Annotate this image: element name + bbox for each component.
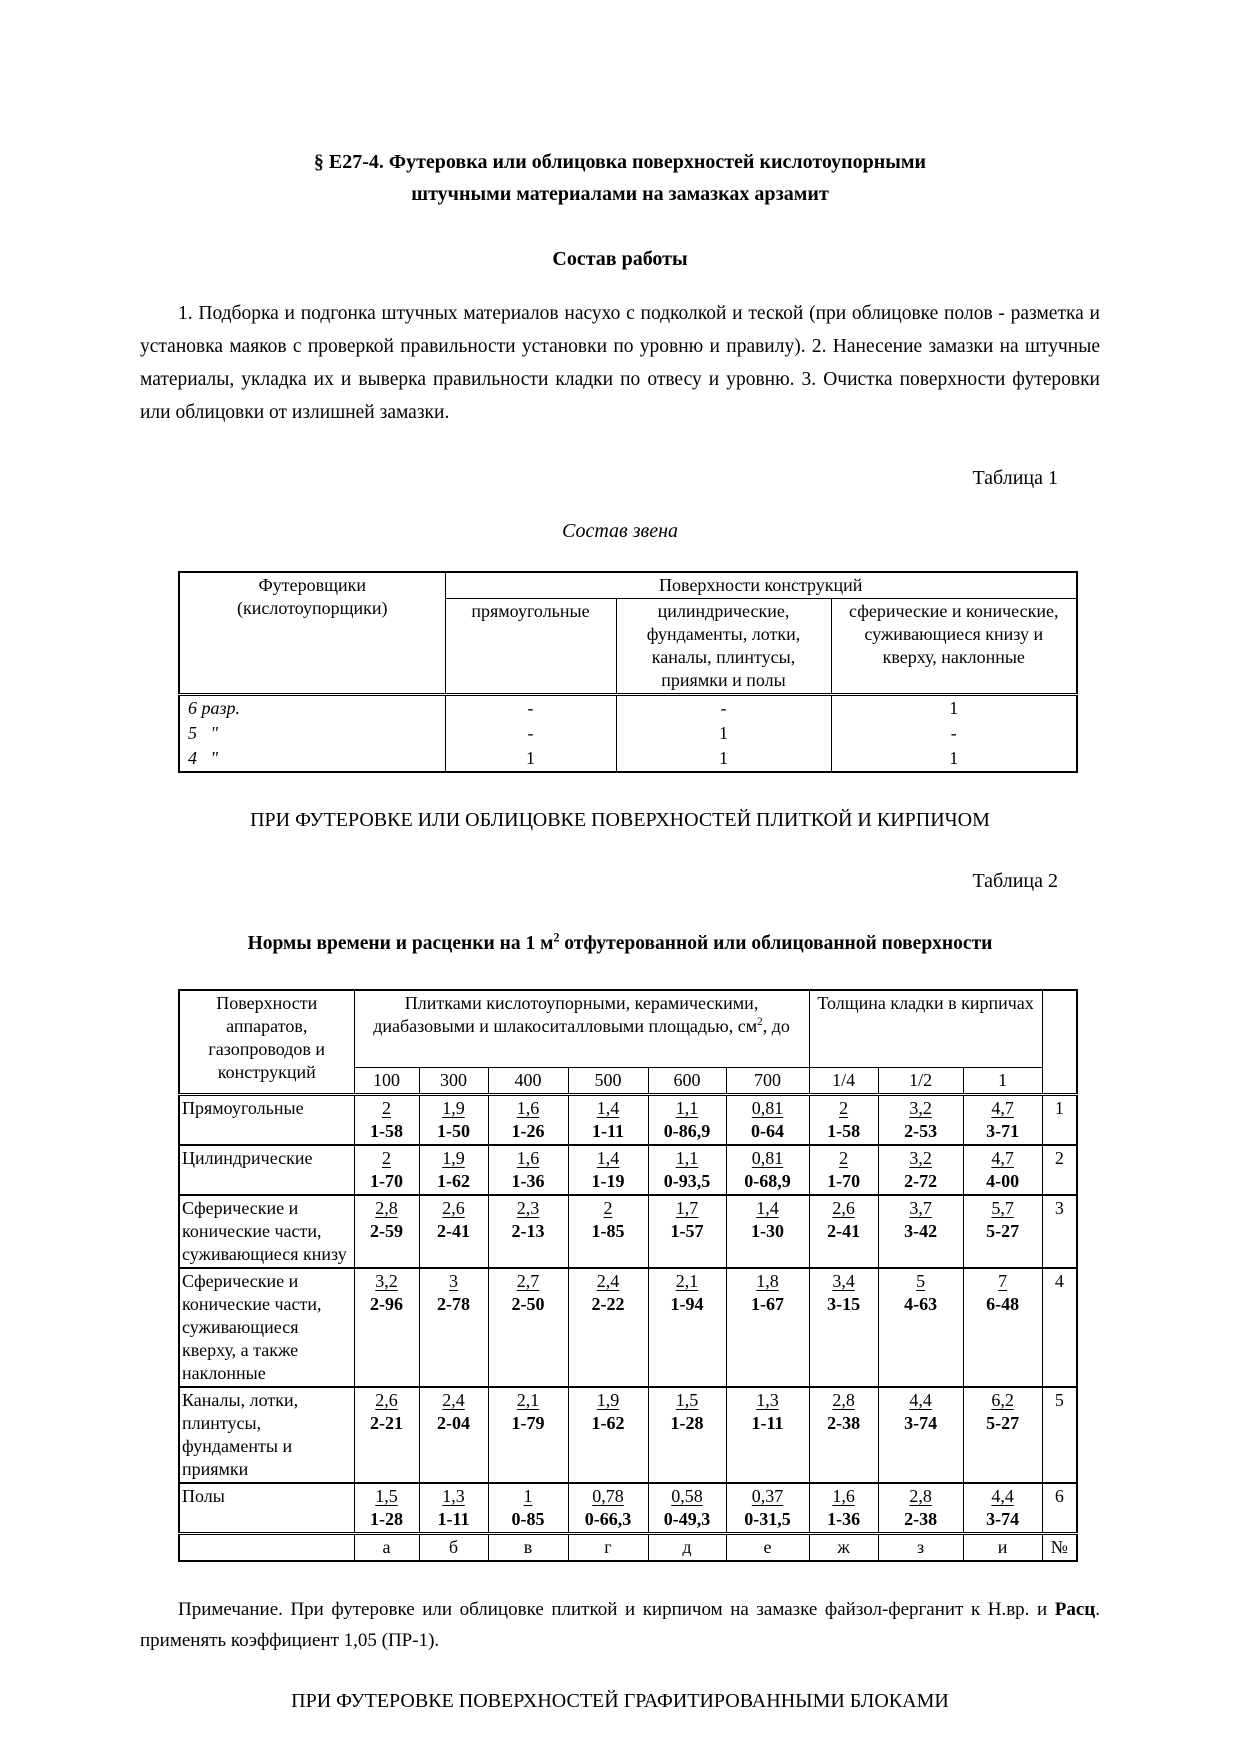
time-norm-value: 1,6 [516, 1147, 540, 1168]
rate-value: 1-50 [437, 1120, 470, 1141]
table2-brick-thickness-header: Толщина кладки в кирпичах [809, 990, 1042, 1067]
note-text-after: . применять коэффициент 1,05 (ПР-1). [140, 1599, 1100, 1651]
rate-value: 1-11 [751, 1412, 784, 1433]
norm-rate-cell [963, 1195, 1042, 1268]
worker-grade-label: 4 " [179, 746, 445, 772]
time-norm-value: 3,2 [375, 1270, 398, 1291]
norm-rate-cell [568, 1145, 648, 1195]
number-sign-cell: № [1042, 1533, 1077, 1561]
time-norm-value: 5 [916, 1270, 926, 1291]
table1-subheader-rectangular: прямоугольные [445, 599, 616, 695]
rate-value: 1-26 [511, 1120, 545, 1141]
rate-value: 2-59 [370, 1220, 403, 1241]
rate-value: 1-57 [670, 1220, 704, 1241]
rate-value: 2-41 [827, 1220, 861, 1241]
norm-rate-cell [963, 1387, 1042, 1483]
norm-rate-cell [354, 1387, 419, 1483]
time-norm-value: 3,2 [909, 1147, 932, 1168]
table1-row-grade4 [179, 746, 1077, 772]
table2-norms-rates [178, 989, 1078, 1562]
column-letter: е [726, 1533, 809, 1561]
norm-rate-cell [809, 1195, 878, 1268]
norm-rate-cell [419, 1195, 488, 1268]
norm-rate-cell [354, 1483, 419, 1534]
norm-rate-cell [726, 1094, 809, 1145]
norm-rate-cell [963, 1483, 1042, 1534]
worker-grade-label: 6 разр. [179, 695, 445, 722]
surface-type-label: Полы [179, 1483, 354, 1534]
column-letter: б [419, 1533, 488, 1561]
crew-count-cell: 1 [616, 746, 831, 772]
table2-tiles-header-suffix: , до [762, 1016, 790, 1036]
table1-workers-header-line1: Футеровщики [258, 575, 366, 595]
time-norm-value: 2 [382, 1147, 391, 1168]
time-norm-value: 0,81 [751, 1097, 784, 1118]
table2-data-row [179, 1195, 1077, 1268]
norm-rate-cell [419, 1483, 488, 1534]
time-norm-value: 3,2 [909, 1097, 932, 1118]
norm-rate-cell [354, 1094, 419, 1145]
norm-rate-cell [648, 1195, 726, 1268]
norm-rate-cell [488, 1195, 568, 1268]
rate-value: 3-71 [986, 1120, 1020, 1141]
rate-value: 1-30 [751, 1220, 785, 1241]
norm-rate-cell [726, 1145, 809, 1195]
table1-title: Состав звена [561, 520, 678, 542]
surface-type-label: Прямоугольные [179, 1094, 354, 1145]
rate-value: 1-94 [670, 1293, 704, 1314]
time-norm-value: 1,4 [596, 1147, 620, 1168]
letter-cell-empty [179, 1533, 354, 1561]
norm-rate-cell [878, 1145, 963, 1195]
rate-value: 3-15 [827, 1293, 861, 1314]
table2-surfaces-header: Поверхности аппаратов, газопроводов и конструкций [179, 990, 354, 1094]
rate-value: 2-38 [827, 1412, 861, 1433]
section-graphite-blocks-heading: ПРИ ФУТЕРОВКЕ ПОВЕРХНОСТЕЙ ГРАФИТИРОВАННЫМИ БЛОКАМИ [291, 1690, 949, 1712]
rate-value: 2-21 [370, 1412, 403, 1433]
time-norm-value: 1,5 [375, 1485, 398, 1506]
rate-value: 3-74 [904, 1412, 938, 1433]
surface-type-label: Сферические и конические части, суживающиеся книзу [179, 1195, 354, 1268]
column-letter: ж [809, 1533, 878, 1561]
table1-header-row1 [179, 572, 1077, 599]
rate-value: 4-00 [986, 1170, 1020, 1191]
column-letter-row [179, 1533, 1077, 1561]
time-norm-value: 1,3 [442, 1485, 465, 1506]
row-number: 5 [1042, 1387, 1077, 1483]
rate-value: 0-66,3 [584, 1508, 632, 1529]
row-number: 1 [1042, 1094, 1077, 1145]
surface-type-label: Каналы, лотки, плинтусы, фундаменты и приямки [179, 1387, 354, 1483]
work-composition-paragraph: 1. Подборка и подгонка штучных материалов насухо с подколкой и теской (при облицовке полов - разметка и установка маяков с проверкой правильности установки по уровню и правилу). 2. Нанесение замазки на штучные материалы, укладка их и выверка правильности кладки по отвесу и уровню. 3. Очистка поверхности футеровки или облицовки от излишней замазки. [140, 303, 1100, 423]
time-norm-value: 7 [998, 1270, 1008, 1291]
table1-workers-header [179, 572, 445, 695]
row-number: 2 [1042, 1145, 1077, 1195]
table2-data-row [179, 1145, 1077, 1195]
area-column-header: 100 [354, 1067, 419, 1094]
norm-rate-cell [354, 1195, 419, 1268]
rate-value: 6-48 [986, 1293, 1020, 1314]
norm-rate-cell [419, 1094, 488, 1145]
time-norm-value: 2,1 [675, 1270, 699, 1291]
norm-rate-cell [568, 1387, 648, 1483]
crew-count-cell: 1 [616, 721, 831, 746]
norm-rate-cell [878, 1094, 963, 1145]
time-norm-value: 0,78 [592, 1485, 624, 1506]
document-title-line2: штучными материалами на замазках арзамит [411, 183, 829, 205]
norm-rate-cell [963, 1268, 1042, 1387]
rate-value: 0-86,9 [663, 1120, 711, 1141]
crew-count-cell: - [616, 695, 831, 722]
table2-tiles-header-text: Плитками кислотоупорными, керамическими, диабазовыми и шлакоситалловыми площадью, см [373, 993, 759, 1036]
time-norm-value: 6,2 [991, 1389, 1014, 1410]
norm-rate-cell [963, 1094, 1042, 1145]
table2-title [140, 930, 1100, 955]
time-norm-value: 4,7 [991, 1147, 1014, 1168]
crew-count-cell: - [445, 721, 616, 746]
table1-crew-composition [178, 571, 1078, 773]
time-norm-value: 4,4 [909, 1389, 932, 1410]
norm-rate-cell [488, 1387, 568, 1483]
area-column-header: 600 [648, 1067, 726, 1094]
norm-rate-cell [648, 1483, 726, 1534]
crew-count-cell: 1 [831, 746, 1077, 772]
rate-value: 1-67 [751, 1293, 785, 1314]
table1-head [179, 572, 1077, 695]
time-norm-value: 2,6 [442, 1197, 465, 1218]
table2-header-row1 [179, 990, 1077, 1067]
norm-rate-cell [726, 1195, 809, 1268]
time-norm-value: 2 [382, 1097, 391, 1118]
time-norm-value: 3,7 [909, 1197, 932, 1218]
column-letter: г [568, 1533, 648, 1561]
row-number: 4 [1042, 1268, 1077, 1387]
rate-value: 2-22 [591, 1293, 625, 1314]
time-norm-value: 1 [523, 1485, 533, 1506]
table2-letters [179, 1533, 1077, 1561]
rate-value: 0-49,3 [663, 1508, 711, 1529]
work-composition-heading: Состав работы [552, 248, 688, 270]
time-norm-value: 4,4 [991, 1485, 1014, 1506]
norm-rate-cell [488, 1483, 568, 1534]
norm-rate-cell [809, 1145, 878, 1195]
time-norm-value: 1,6 [832, 1485, 855, 1506]
norm-rate-cell [878, 1268, 963, 1387]
time-norm-value: 1,9 [442, 1097, 465, 1118]
norm-rate-cell [419, 1145, 488, 1195]
table1-caption: Таблица 1 [972, 467, 1058, 489]
brick-column-header: 1 [963, 1067, 1042, 1094]
time-norm-value: 2 [603, 1197, 613, 1218]
table1-surfaces-header: Поверхности конструкций [445, 572, 1077, 599]
time-norm-value: 2,8 [909, 1485, 932, 1506]
rate-value: 1-11 [591, 1120, 624, 1141]
norm-rate-cell [878, 1195, 963, 1268]
table1-subheader-spherical: сферические и конические, суживающиеся книзу и кверху, наклонные [831, 599, 1077, 695]
rate-value: 2-72 [904, 1170, 938, 1191]
time-norm-value: 1,3 [756, 1389, 779, 1410]
norm-rate-cell [354, 1268, 419, 1387]
rate-value: 1-79 [511, 1412, 545, 1433]
time-norm-value: 2,8 [832, 1389, 855, 1410]
table2-title-prefix: Нормы времени и расценки на 1 м [247, 933, 554, 954]
rate-value: 1-85 [591, 1220, 625, 1241]
time-norm-value: 0,58 [671, 1485, 703, 1506]
rate-value: 3-74 [986, 1508, 1020, 1529]
time-norm-value: 5,7 [991, 1197, 1014, 1218]
crew-count-cell: 1 [831, 695, 1077, 722]
rate-value: 0-85 [511, 1508, 545, 1529]
norm-rate-cell [726, 1387, 809, 1483]
norm-rate-cell [648, 1387, 726, 1483]
rate-value: 2-78 [437, 1293, 470, 1314]
time-norm-value: 2,7 [516, 1270, 540, 1291]
document-title [140, 146, 1100, 210]
area-column-header: 300 [419, 1067, 488, 1094]
surface-type-label: Сферические и конические части, суживающиеся кверху, а также наклонные [179, 1268, 354, 1387]
rate-value: 0-31,5 [744, 1508, 791, 1529]
norm-rate-cell [809, 1387, 878, 1483]
time-norm-value: 2 [839, 1147, 849, 1168]
time-norm-value: 2,6 [375, 1389, 398, 1410]
rate-value: 0-68,9 [744, 1170, 791, 1191]
rate-value: 1-11 [437, 1508, 470, 1529]
rate-value: 1-70 [370, 1170, 403, 1191]
time-norm-value: 1,8 [756, 1270, 779, 1291]
area-column-header: 400 [488, 1067, 568, 1094]
brick-column-header: 1/2 [878, 1067, 963, 1094]
table1-workers-header-line2: (кислотоупорщики) [236, 598, 388, 618]
document-page [140, 0, 1100, 1713]
time-norm-value: 2,3 [516, 1197, 540, 1218]
norm-rate-cell [726, 1483, 809, 1534]
norm-rate-cell [568, 1094, 648, 1145]
rate-value: 5-27 [986, 1412, 1020, 1433]
table2-head [179, 990, 1077, 1094]
rate-value: 4-63 [904, 1293, 938, 1314]
norm-rate-cell [809, 1094, 878, 1145]
rate-value: 0-64 [751, 1120, 785, 1141]
time-norm-value: 2 [839, 1097, 849, 1118]
rate-value: 1-19 [591, 1170, 625, 1191]
norm-rate-cell [419, 1268, 488, 1387]
rate-value: 1-58 [370, 1120, 403, 1141]
rate-value: 2-53 [904, 1120, 938, 1141]
rate-value: 2-50 [511, 1293, 545, 1314]
norm-rate-cell [878, 1387, 963, 1483]
time-norm-value: 1,1 [675, 1097, 699, 1118]
time-norm-value: 2,8 [375, 1197, 398, 1218]
table2-body [179, 1094, 1077, 1533]
rate-value: 1-62 [437, 1170, 470, 1191]
table2-title-superscript: 2 [553, 930, 560, 945]
area-column-header: 500 [568, 1067, 648, 1094]
column-letter: а [354, 1533, 419, 1561]
table2-caption: Таблица 2 [972, 870, 1058, 892]
time-norm-value: 3,4 [832, 1270, 855, 1291]
time-norm-value: 1,5 [675, 1389, 699, 1410]
time-norm-value: 1,9 [442, 1147, 465, 1168]
rate-value: 1-28 [670, 1412, 704, 1433]
norm-rate-cell [648, 1094, 726, 1145]
note-text-before: Примечание. При футеровке или облицовке плиткой и кирпичом на замазке файзол-ферганит к Н.вр. и [178, 1599, 1055, 1620]
column-letter: в [488, 1533, 568, 1561]
norm-rate-cell [648, 1145, 726, 1195]
time-norm-value: 0,81 [751, 1147, 784, 1168]
time-norm-value: 3 [449, 1270, 458, 1291]
table1-row-grade6 [179, 695, 1077, 722]
time-norm-value: 1,4 [756, 1197, 779, 1218]
time-norm-value: 1,7 [675, 1197, 699, 1218]
table2-title-suffix: отфутерованной или облицованной поверхности [559, 933, 993, 954]
time-norm-value: 0,37 [751, 1485, 784, 1506]
table2-tiles-header [354, 990, 809, 1067]
time-norm-value: 4,7 [991, 1097, 1014, 1118]
rate-value: 1-62 [591, 1412, 625, 1433]
time-norm-value: 2,1 [516, 1389, 540, 1410]
norm-rate-cell [568, 1483, 648, 1534]
section-tiles-bricks-heading: ПРИ ФУТЕРОВКЕ ИЛИ ОБЛИЦОВКЕ ПОВЕРХНОСТЕЙ ПЛИТКОЙ И КИРПИЧОМ [250, 809, 990, 831]
rate-value: 1-70 [827, 1170, 861, 1191]
rate-value: 1-58 [827, 1120, 861, 1141]
table2-data-row [179, 1387, 1077, 1483]
time-norm-value: 2,4 [442, 1389, 465, 1410]
time-norm-value: 2,6 [832, 1197, 855, 1218]
surface-type-label: Цилиндрические [179, 1145, 354, 1195]
row-number: 3 [1042, 1195, 1077, 1268]
worker-grade-label: 5 " [179, 721, 445, 746]
row-number: 6 [1042, 1483, 1077, 1534]
note-bold-word: Расц [1054, 1599, 1096, 1620]
rate-value: 3-42 [904, 1220, 938, 1241]
rate-value: 5-27 [986, 1220, 1020, 1241]
norm-rate-cell [354, 1145, 419, 1195]
rate-value: 1-36 [511, 1170, 545, 1191]
time-norm-value: 2,4 [596, 1270, 620, 1291]
rate-value: 1-28 [370, 1508, 403, 1529]
norm-rate-cell [488, 1145, 568, 1195]
time-norm-value: 1,4 [596, 1097, 620, 1118]
area-column-header: 700 [726, 1067, 809, 1094]
norm-rate-cell [488, 1268, 568, 1387]
norm-rate-cell [809, 1483, 878, 1534]
note-paragraph [140, 1594, 1100, 1656]
crew-count-cell: - [445, 695, 616, 722]
norm-rate-cell [878, 1483, 963, 1534]
time-norm-value: 1,1 [675, 1147, 699, 1168]
table2-data-row [179, 1268, 1077, 1387]
rate-value: 0-93,5 [663, 1170, 711, 1191]
rate-value: 1-36 [827, 1508, 861, 1529]
norm-rate-cell [568, 1268, 648, 1387]
brick-column-header: 1/4 [809, 1067, 878, 1094]
rate-value: 2-13 [511, 1220, 545, 1241]
table2-number-column-header [1042, 990, 1077, 1094]
table2-data-row [179, 1483, 1077, 1534]
norm-rate-cell [568, 1195, 648, 1268]
time-norm-value: 1,6 [516, 1097, 540, 1118]
norm-rate-cell [488, 1094, 568, 1145]
time-norm-value: 1,9 [596, 1389, 620, 1410]
table1-body [179, 695, 1077, 773]
column-letter: и [963, 1533, 1042, 1561]
crew-count-cell: 1 [445, 746, 616, 772]
column-letter: д [648, 1533, 726, 1561]
norm-rate-cell [809, 1268, 878, 1387]
norm-rate-cell [648, 1268, 726, 1387]
norm-rate-cell [963, 1145, 1042, 1195]
rate-value: 2-96 [370, 1293, 403, 1314]
rate-value: 2-04 [437, 1412, 470, 1433]
crew-count-cell: - [831, 721, 1077, 746]
document-title-line1: § Е27-4. Футеровка или облицовка поверхностей кислотоупорными [313, 151, 927, 173]
table2-tiles-header-superscript: 2 [757, 1016, 763, 1028]
table1-subheader-cylindrical: цилиндрические, фундаменты, лотки, каналы, плинтусы, приямки и полы [616, 599, 831, 695]
table2-data-row [179, 1094, 1077, 1145]
norm-rate-cell [726, 1268, 809, 1387]
rate-value: 2-38 [904, 1508, 938, 1529]
table1-row-grade5 [179, 721, 1077, 746]
norm-rate-cell [419, 1387, 488, 1483]
rate-value: 2-41 [437, 1220, 470, 1241]
column-letter: з [878, 1533, 963, 1561]
